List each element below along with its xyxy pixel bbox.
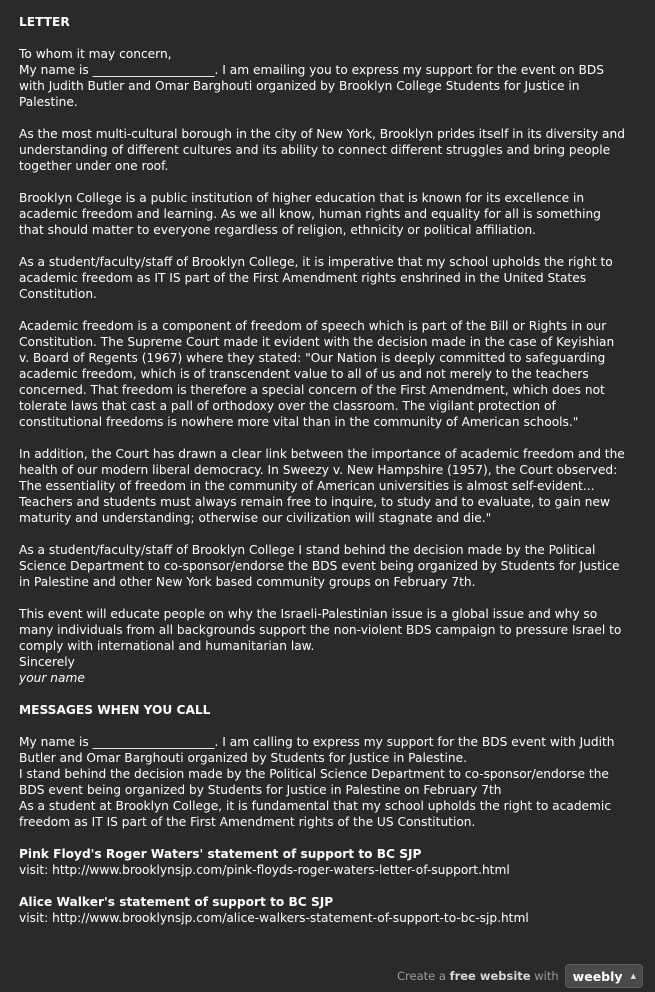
call-message-line: As a student at Brooklyn College, it is fundamental that my school upholds the right to academic freedom as IT IS part of the First Amendment rights of the US Constitution.	[19, 799, 612, 829]
call-message-line: I stand behind the decision made by the Political Science Department to co-sponsor/endorse the BDS event being organized by Students for Justice in Palestine on February 7th	[19, 767, 609, 797]
letter-paragraph: As a student/faculty/staff of Brooklyn College, it is imperative that my school upholds the right to academic freedom as IT IS part of the First Amendment rights enshrined in the United States Constitution.	[19, 255, 613, 301]
weebly-logo: weebly	[572, 968, 623, 984]
support-statement-link[interactable]: visit: http://www.brooklynsjp.com/pink-floyds-roger-waters-letter-of-support.html	[19, 863, 510, 877]
support-statement-link[interactable]: visit: http://www.brooklynsjp.com/alice-walkers-statement-of-support-to-bc-sjp.html	[19, 911, 529, 925]
footer-free-website-link[interactable]: free website	[449, 969, 531, 983]
letter-signature: your name	[19, 671, 85, 685]
letter-greeting: To whom it may concern,	[19, 47, 172, 61]
letter-paragraph: In addition, the Court has drawn a clear link between the importance of academic freedom and the health of our modern liberal democracy. In Sweezy v. New Hampshire (1957), the Court observed: The essentiality of freedom in the community of American universities is almost self-evident... Teachers and students must always remain free to inquire, to study and to evaluate, to gain new maturity and understanding; otherwise our civilization will stagnate and die."	[19, 447, 625, 525]
letter-heading: LETTER	[19, 15, 70, 29]
call-heading: MESSAGES WHEN YOU CALL	[19, 703, 211, 717]
page-content	[19, 14, 625, 926]
support-statement-title: Alice Walker's statement of support to BC SJP	[19, 895, 334, 909]
footer-text-with: with	[534, 969, 559, 983]
letter-paragraph: Academic freedom is a component of freedom of speech which is part of the Bill or Rights in our Constitution. The Supreme Court made it evident with the decision made in the case of Keyishian v. Board of Regents (1967) where they stated: "Our Nation is deeply committed to safeguarding academic freedom, which is of transcendent value to all of us and not merely to the teachers concerned. That freedom is therefore a special concern of the First Amendment, which does not tolerate laws that cast a pall of orthodoxy over the classroom. The vigilant protection of constitutional freedoms is nowhere more vital than in the community of American schools."	[19, 319, 615, 429]
letter-paragraph: My name is ____________________. I am emailing you to express my support for the event on BDS with Judith Butler and Omar Barghouti organized by Brooklyn College Students for Justice in Palestine.	[19, 63, 604, 109]
call-message-line: My name is ____________________. I am calling to express my support for the BDS event with Judith Butler and Omar Barghouti organized by Students for Justice in Palestine.	[19, 735, 615, 765]
footer-text-create: Create a	[397, 969, 446, 983]
letter-paragraph: This event will educate people on why the Israeli-Palestinian issue is a global issue and why so many individuals from all backgrounds support the non-violent BDS campaign to pressure Israel to comply with international and humanitarian law.	[19, 607, 622, 653]
letter-paragraph: As a student/faculty/staff of Brooklyn College I stand behind the decision made by the Political Science Department to co-sponsor/endorse the BDS event being organized by Students for Justice in Palestine and other New York based community groups on February 7th.	[19, 543, 620, 589]
support-statement-title: Pink Floyd's Roger Waters' statement of support to BC SJP	[19, 847, 422, 861]
weebly-badge-button[interactable]	[565, 964, 643, 988]
letter-paragraph: Brooklyn College is a public institution of higher education that is known for its excellence in academic freedom and learning. As we all know, human rights and equality for all is something that should matter to everyone regardless of religion, ethnicity or political affiliation.	[19, 191, 601, 237]
caret-up-icon: ▲	[630, 972, 636, 980]
letter-closing: Sincerely	[19, 655, 75, 669]
weebly-footer	[397, 964, 643, 988]
letter-paragraph: As the most multi-cultural borough in the city of New York, Brooklyn prides itself in its diversity and understanding of different cultures and its ability to connect different struggles and bring people together under one roof.	[19, 127, 625, 173]
